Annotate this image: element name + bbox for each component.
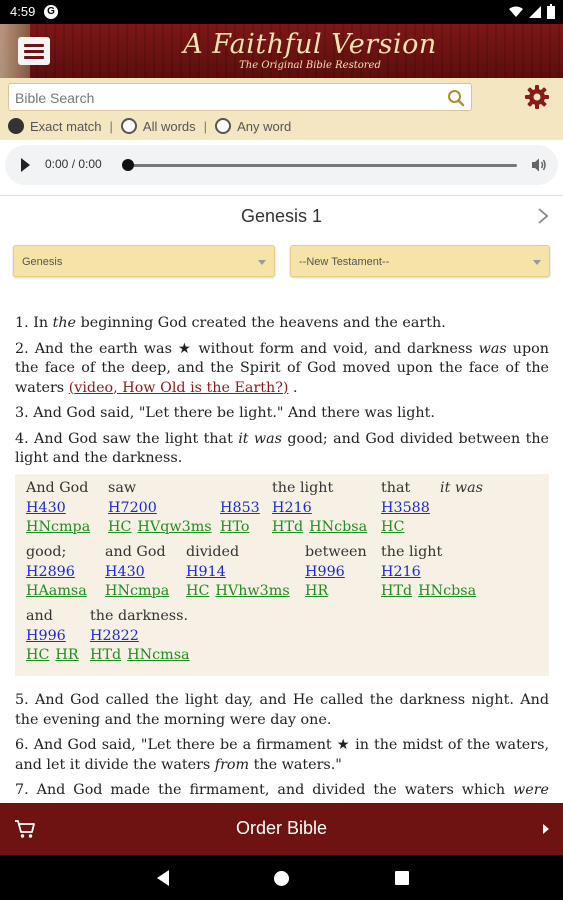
star-icon[interactable]: ★ bbox=[177, 340, 193, 357]
menu-button[interactable] bbox=[18, 37, 50, 65]
strongs-link[interactable]: H430 bbox=[26, 499, 66, 516]
chevron-right-icon bbox=[543, 824, 549, 834]
verse: 1. In the beginning God created the heavens and the earth. bbox=[15, 315, 446, 331]
verse: 7. And God made the firmament, and divided the waters which were bbox=[15, 782, 549, 798]
morph-link[interactable]: HVqw3ms bbox=[137, 519, 212, 535]
recent-apps-icon[interactable] bbox=[395, 871, 409, 885]
interlinear-word: And God H430 HNcmpa bbox=[26, 479, 96, 538]
interlinear-word: and H996 HC HR bbox=[26, 607, 85, 666]
interlinear-word: the darkness. H2822 HTd HNcmsa bbox=[90, 607, 196, 666]
scripture-text bbox=[15, 314, 549, 475]
chevron-right-icon[interactable] bbox=[537, 207, 549, 225]
interlinear-panel bbox=[15, 474, 549, 676]
strongs-link[interactable]: H996 bbox=[305, 563, 345, 580]
interlinear-word: and God H430 HNcmpa bbox=[105, 543, 175, 602]
gear-icon[interactable] bbox=[524, 84, 550, 110]
all-words-label: All words bbox=[142, 118, 196, 134]
order-bible-button[interactable] bbox=[0, 803, 563, 855]
morph-link[interactable]: HAamsa bbox=[26, 583, 87, 599]
status-bar bbox=[0, 0, 563, 24]
morph-link[interactable]: HTd bbox=[381, 583, 413, 599]
interlinear-word: good; H2896 HAamsa bbox=[26, 543, 93, 602]
interlinear-word: between H996 HR bbox=[305, 544, 367, 599]
any-word-label: Any word bbox=[237, 118, 292, 134]
strongs-link[interactable]: H7200 bbox=[108, 499, 157, 516]
search-panel bbox=[0, 78, 563, 140]
interlinear-word bbox=[220, 479, 260, 538]
app-header bbox=[0, 24, 563, 78]
verse: 3. And God said, "Let there be light." And there was light. bbox=[15, 405, 435, 421]
morph-link[interactable]: HVhw3ms bbox=[215, 583, 290, 599]
audio-progress-track[interactable] bbox=[127, 164, 517, 167]
hamburger-icon bbox=[24, 44, 44, 47]
strongs-link[interactable]: H914 bbox=[186, 563, 226, 580]
star-icon[interactable]: ★ bbox=[336, 737, 351, 753]
interlinear-word: it was bbox=[440, 480, 483, 496]
verse: 2. And the earth was ★ without form and void, and darkness was upon the face of the deep, and the Spirit of God moved upon the face of the waters (video, How Old is the Earth?) . bbox=[15, 340, 549, 396]
search-input[interactable] bbox=[15, 87, 435, 109]
wifi-icon bbox=[509, 6, 523, 18]
system-nav-bar bbox=[0, 855, 563, 900]
strongs-link[interactable]: H430 bbox=[105, 563, 145, 580]
strongs-link[interactable]: H996 bbox=[26, 627, 66, 644]
book-select[interactable] bbox=[13, 245, 275, 277]
audio-player bbox=[5, 145, 558, 185]
interlinear-word: the light H216 HTd HNcbsa bbox=[381, 543, 482, 602]
play-icon[interactable] bbox=[21, 158, 30, 172]
morph-link[interactable]: HNcmpa bbox=[26, 519, 91, 535]
audio-time: 0:00 / 0:00 bbox=[45, 157, 102, 171]
morph-link[interactable]: HC bbox=[108, 519, 132, 535]
notification-icon: G bbox=[44, 5, 58, 19]
interlinear-word: that H3588 HC bbox=[381, 480, 430, 535]
interlinear-word: divided H914 HC HVhw3ms bbox=[186, 543, 296, 602]
morph-link[interactable]: HNcmpa bbox=[105, 583, 170, 599]
strongs-link[interactable]: H2822 bbox=[90, 627, 139, 644]
order-bible-label: Order Bible bbox=[235, 818, 328, 838]
morph-link[interactable]: HTd bbox=[272, 519, 304, 535]
verse: 6. And God said, "Let there be a firmament ★ in the midst of the waters, and let it divide the waters from the waters." bbox=[15, 737, 549, 773]
article-link[interactable]: How Old is the Earth? bbox=[122, 379, 283, 396]
signal-icon bbox=[529, 6, 541, 18]
search-icon[interactable] bbox=[447, 89, 465, 107]
strongs-link[interactable]: H3588 bbox=[381, 499, 430, 516]
app-subtitle: The Original Bible Restored bbox=[239, 60, 381, 71]
morph-link[interactable]: HNcmsa bbox=[127, 647, 190, 663]
exact-match-label: Exact match bbox=[30, 118, 102, 134]
testament-select[interactable] bbox=[290, 245, 550, 277]
divider bbox=[0, 195, 563, 196]
morph-link[interactable]: HNcbsa bbox=[418, 583, 477, 599]
search-box bbox=[8, 83, 472, 111]
option-separator: | bbox=[109, 118, 113, 134]
morph-link[interactable]: HC bbox=[381, 519, 405, 535]
status-icons bbox=[509, 5, 555, 19]
morph-link[interactable]: HTd bbox=[90, 647, 122, 663]
interlinear-word: the light H216 HTd HNcbsa bbox=[272, 479, 373, 538]
dropdown-arrow-icon bbox=[533, 260, 541, 265]
search-options bbox=[8, 116, 299, 136]
battery-icon bbox=[547, 6, 555, 19]
option-separator: | bbox=[203, 118, 208, 134]
chapter-title: Genesis 1 bbox=[240, 206, 323, 226]
morph-link[interactable]: HC bbox=[26, 647, 50, 663]
interlinear-word: saw H7200 HC HVqw3ms bbox=[108, 479, 218, 538]
volume-icon[interactable] bbox=[531, 157, 547, 173]
strongs-link[interactable]: H216 bbox=[272, 499, 312, 516]
verse-link[interactable]: (video, How Old is the Earth?) bbox=[68, 379, 289, 396]
video-link[interactable]: video bbox=[74, 379, 114, 396]
scripture-text-continued bbox=[15, 691, 549, 803]
status-time: 4:59 bbox=[10, 4, 36, 19]
morph-link[interactable]: HR bbox=[55, 647, 79, 663]
app-title: A Faithful Version bbox=[183, 29, 437, 60]
strongs-link[interactable]: H2896 bbox=[26, 563, 75, 580]
verse: 5. And God called the light day, and He called the darkness night. And the evening and the morning were day one. bbox=[15, 692, 549, 728]
any-word-radio[interactable] bbox=[215, 118, 231, 134]
all-words-radio[interactable] bbox=[121, 118, 137, 134]
morph-link[interactable]: HC bbox=[186, 583, 210, 599]
morph-link[interactable]: HTo bbox=[220, 519, 250, 535]
book-select-value: Genesis bbox=[22, 256, 63, 268]
morph-link[interactable]: HNcbsa bbox=[309, 519, 368, 535]
testament-select-value: --New Testament-- bbox=[299, 256, 390, 268]
exact-match-radio[interactable] bbox=[8, 118, 24, 134]
back-icon[interactable] bbox=[157, 870, 169, 886]
audio-progress-thumb[interactable] bbox=[122, 159, 134, 171]
strongs-link[interactable]: H853 bbox=[220, 499, 260, 516]
morph-link[interactable]: HR bbox=[305, 583, 329, 599]
strongs-link[interactable]: H216 bbox=[381, 563, 421, 580]
verse: 4. And God saw the light that it was good; and God divided between the light and the darkness. bbox=[15, 430, 549, 466]
dropdown-arrow-icon bbox=[258, 260, 266, 265]
home-icon[interactable] bbox=[274, 871, 289, 886]
